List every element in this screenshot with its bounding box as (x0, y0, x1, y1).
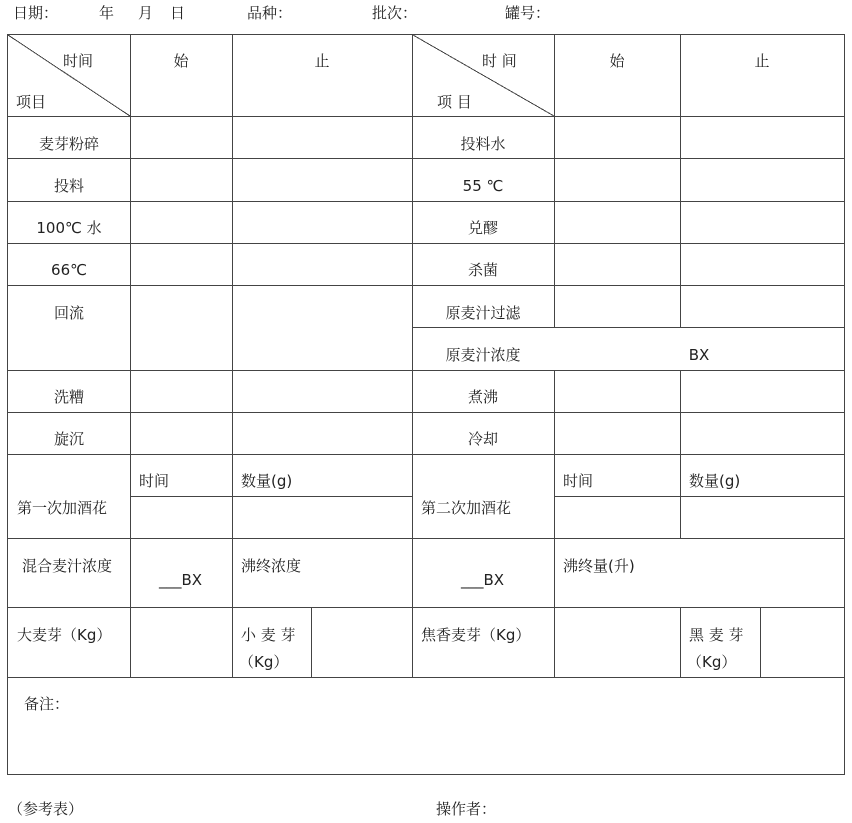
row-label-boiling: 煮沸 (467, 388, 499, 406)
row-label-recirculation: 回流 (53, 304, 85, 322)
tank-label: 罐号： (505, 4, 551, 22)
row-label-sparging: 洗糟 (53, 388, 85, 406)
boil-end-bx-blank: ___BX (461, 571, 505, 589)
col-start-right: 始 (609, 52, 625, 70)
col-end-left: 止 (314, 52, 330, 70)
corner-right-time: 时 间 (482, 52, 517, 70)
black-malt-label-line2: （Kg） (687, 653, 737, 671)
barley-malt-label: 大麦芽（Kg） (17, 626, 112, 644)
operator-label: 操作者： (436, 800, 497, 818)
wheat-malt-label-line2: （Kg） (239, 653, 289, 671)
first-hops-addition-label: 第一次加酒花 (17, 499, 108, 517)
boil-end-concentration-label: 沸终浓度 (241, 557, 302, 575)
date-label: 日期： (13, 4, 59, 22)
wheat-malt-label-line1: 小 麦 芽 (241, 626, 296, 644)
caramel-malt-label: 焦香麦芽（Kg） (421, 626, 531, 644)
row-label-mash-mixing: 兑醪 (467, 219, 499, 237)
corner-left-item: 项目 (16, 93, 47, 111)
black-malt-label-line1: 黑 麦 芽 (689, 626, 744, 644)
row-label-mashing-in: 投料 (53, 177, 85, 195)
variety-label: 品种： (247, 4, 293, 22)
row-label-cooling: 冷却 (467, 430, 499, 448)
second-hops-addition-label: 第二次加酒花 (421, 499, 512, 517)
row-label-wort-filtration: 原麦汁过滤 (445, 304, 521, 322)
wort-concentration-unit: BX (688, 346, 710, 364)
corner-right-item: 项 目 (437, 93, 472, 111)
row-label-whirlpool: 旋沉 (53, 430, 85, 448)
second-hops-amount-label: 数量(g) (689, 472, 741, 490)
reference-table-note: （参考表） (8, 800, 84, 818)
mixed-wort-bx-blank: ___BX (159, 571, 203, 589)
remarks-label: 备注： (24, 695, 70, 713)
day-label: 日 (170, 4, 186, 22)
batch-label: 批次： (372, 4, 418, 22)
corner-left-time: 时间 (63, 52, 94, 70)
row-label-100c-water: 100℃ 水 (36, 219, 102, 237)
row-label-malt-milling: 麦芽粉碎 (38, 135, 100, 153)
mixed-wort-concentration-label: 混合麦汁浓度 (22, 557, 113, 575)
month-label: 月 (138, 4, 154, 22)
row-label-original-wort-concentration: 原麦汁浓度 (445, 346, 521, 364)
col-end-right: 止 (754, 52, 770, 70)
row-label-mash-water: 投料水 (460, 135, 506, 153)
year-label: 年 (99, 4, 115, 22)
row-label-66c: 66℃ (51, 261, 87, 279)
row-label-sterilization: 杀菌 (467, 261, 499, 279)
row-label-55c: 55 ℃ (462, 177, 504, 195)
second-hops-time-label: 时间 (563, 472, 594, 490)
corner-diagonal-right (413, 35, 554, 116)
first-hops-time-label: 时间 (139, 472, 170, 490)
boil-end-volume-label: 沸终量(升) (563, 557, 635, 575)
col-start-left: 始 (173, 52, 189, 70)
first-hops-amount-label: 数量(g) (241, 472, 293, 490)
